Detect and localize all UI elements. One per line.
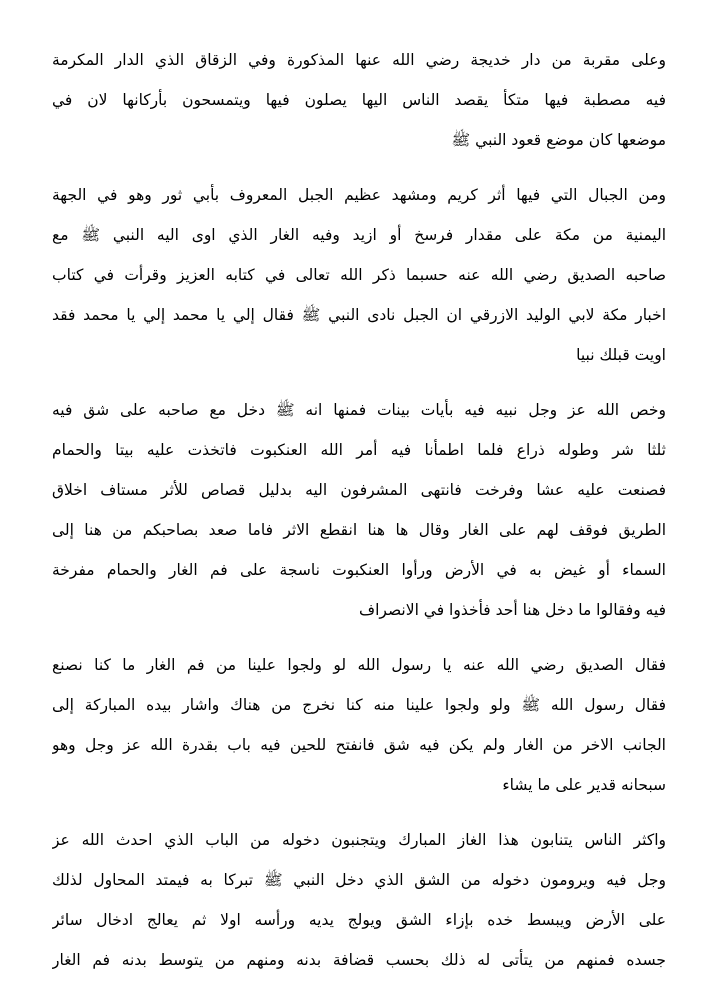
paragraph-2 — [52, 175, 666, 375]
text-line: فقال الصديق رضي الله عنه يا رسول الله لو ولجوا علينا من فم الغار ما كنا نصنع — [52, 656, 666, 674]
text-line: وعلى مقربة من دار خديجة رضي الله عنها المذكورة وفي الزقاق الذي الدار المكرمة — [52, 51, 666, 69]
text-line: فيه مصطبة فيها متكأ يقصد الناس اليها يصلون فيها ويتمسحون بأركانها لان في — [52, 91, 666, 109]
text-line: موضعها كان موضع قعود النبي ﷺ — [451, 131, 666, 149]
document-page — [52, 40, 666, 995]
text-line: ثلثا شر وطوله ذراع فلما اطمأنا فيه أمر الله العنكبوت فاتخذت عليه بيتا والحمام — [52, 441, 666, 459]
text-line: الجانب الاخر من الغار ولم يكن فيه شق فانفتح للحين فيه باب بقدرة الله عز وجل وهو — [52, 736, 666, 754]
text-line: فصنعت عليه عشا وفرخت فانتهى المشرفون اليه بدليل قصاص للأثر مستاف اخلاق — [52, 481, 666, 499]
text-line: ومن الجبال التي فيها أثر كريم ومشهد عظيم الجبل المعروف بأبي ثور وهو في الجهة — [52, 186, 666, 204]
paragraph-4 — [52, 645, 666, 805]
text-line: سبحانه قدير على ما يشاء — [502, 776, 666, 794]
text-line: اليمنية من مكة على مقدار فرسخ أو ازيد وفيه الغار الذي اوى اليه النبي ﷺ مع — [52, 226, 666, 244]
text-line: جسده فمنهم من يتأتى له ذلك بحسب قضافة بدنه ومنهم من يتوسط بدنه فم الغار — [52, 951, 666, 969]
text-line: صاحبه الصديق رضي الله عنه حسبما ذكر الله تعالى في كتابه العزيز وقرأت في كتاب — [52, 266, 666, 284]
text-line: وخص الله عز وجل نبيه فيه بأيات بينات فمنها انه ﷺ دخل مع صاحبه على شق فيه — [52, 401, 666, 419]
text-line: السماء أو غيض به في الأرض ورأوا العنكبوت ناسجة على فم الغار والحمام مفرخة — [52, 561, 666, 579]
paragraph-1 — [52, 40, 666, 160]
text-line: فقال رسول الله ﷺ ولو ولجوا علينا منه كنا نخرج من هناك واشار بيده المباركة إلى — [52, 696, 666, 714]
paragraph-3 — [52, 390, 666, 630]
text-line: الطريق فوقف لهم على الغار وقال ها هنا انقطع الاثر فاما صعد بصاحبكم من هنا إلى — [52, 521, 666, 539]
text-line: واكثر الناس يتنابون هذا الغاز المبارك ويتجنبون دخوله من الباب الذي احدث الله عز — [52, 831, 666, 849]
text-line: اخبار مكة لابي الوليد الازرقي ان الجبل نادى النبي ﷺ فقال إلي يا محمد إلي يا محمد فقد — [52, 306, 666, 324]
paragraph-5 — [52, 820, 666, 980]
text-line: فيه وفقالوا ما دخل هنا أحد فأخذوا في الانصراف — [359, 601, 666, 619]
text-line: على الأرض ويبسط خده بإزاء الشق ويولج يديه ورأسه اولا ثم يعالج ادخال سائر — [52, 911, 666, 929]
text-line: وجل فيه ويرومون دخوله من الشق الذي دخل النبي ﷺ تبركا به فيمتد المحاول لذلك — [52, 871, 666, 889]
text-line: اويت قبلك نبيا — [576, 346, 666, 364]
